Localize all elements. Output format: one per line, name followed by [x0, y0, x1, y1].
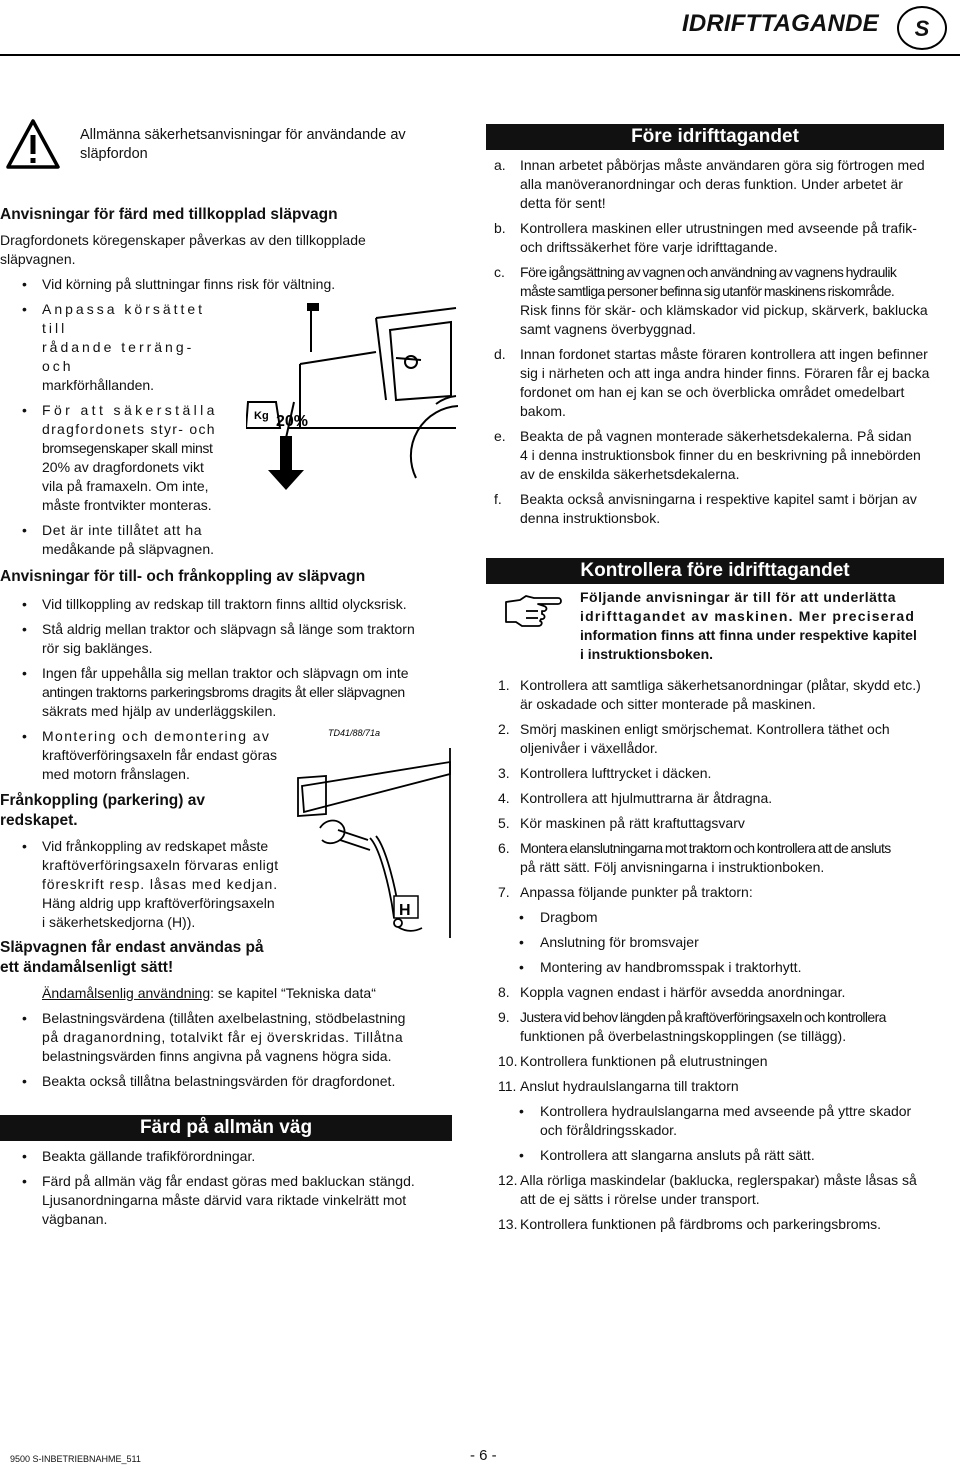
list-item	[486, 156, 950, 213]
line: denna instruktionsbok.	[520, 510, 661, 526]
line: måste samtliga personer befinna sig utanför maskinens riskområde.	[520, 283, 895, 299]
bullet-item	[0, 521, 230, 559]
list-item	[486, 427, 950, 484]
section-title: Frånkoppling (parkering) av	[0, 792, 205, 809]
list-item	[486, 839, 950, 877]
item-label: d.	[494, 346, 506, 362]
sub-item: • Kontrollera att slangarna ansluts på rätt sätt.	[486, 1146, 950, 1165]
line: Beakta de på vagnen monterade säkerhetsdekalerna. På sidan	[520, 428, 912, 444]
bullet-item	[0, 620, 452, 658]
section-title: Släpvagnen får endast användas på	[0, 939, 264, 956]
line: Innan fordonet startas måste föraren kontrollera att ingen befinner	[520, 346, 928, 362]
line: antingen traktorns parkeringsbroms dragits åt eller släpvagnen	[42, 684, 405, 700]
bullet-item: • Beakta också tillåtna belastningsvärden för dragfordonet.	[0, 1072, 452, 1091]
bullet-item: • Beakta gällande trafikförordningar.	[0, 1147, 452, 1166]
line: vila på framaxeln. Om inte,	[42, 478, 209, 494]
line: Alla rörliga maskindelar (baklucka, reglerspakar) måste låsas så	[520, 1172, 917, 1188]
list-item	[486, 1052, 950, 1071]
line: samt vagnens överbyggnad.	[520, 321, 696, 337]
list-item	[486, 720, 950, 758]
item-number: 5.	[498, 815, 510, 831]
item-number: 4.	[498, 790, 510, 806]
line: Montera elanslutningarna mot traktorn och kontrollera att de ansluts	[520, 840, 891, 856]
page-title: IDRIFTTAGANDE	[682, 10, 879, 37]
line: Ljusanordningarna måste därvid vara riktade vinkelrätt mot	[42, 1192, 407, 1208]
list-item	[486, 814, 950, 833]
line: belastningsvärden finns angivna på vagnens högra sida.	[42, 1048, 392, 1064]
list-item	[486, 883, 950, 902]
line: • Ingen får uppehålla sig mellan traktor och släpvagn om inte	[42, 665, 409, 681]
list-item	[486, 219, 950, 257]
percent-label: 20%	[276, 413, 309, 430]
reference-text: : se kapitel “Tekniska data“	[210, 985, 376, 1001]
line: på rätt sätt. Följ anvisningarna i instruktionboken.	[520, 859, 825, 875]
line: kraftöverföringsaxeln får endast göras	[42, 747, 278, 763]
list-item	[486, 676, 950, 714]
figure-ref: TD41/88/71a	[328, 728, 381, 738]
line: säkrats med hjälp av underläggskilen.	[42, 703, 277, 719]
line: detta för sent!	[520, 195, 606, 211]
line: Före igångsättning av vagnen och användning av vagnens hydraulik	[520, 264, 897, 280]
section-banner: Före idrifttagandet	[486, 124, 944, 150]
paragraph: släpvagnen.	[0, 251, 76, 267]
list-item	[486, 490, 950, 528]
section-banner: Kontrollera före idrifttagandet	[486, 558, 944, 584]
item-number: 2.	[498, 721, 510, 737]
line: av de enskilda säkerhetsdekalerna.	[520, 466, 740, 482]
line: rådande terräng- och	[42, 339, 195, 374]
section-title: ett ändamålsenligt sätt!	[0, 959, 174, 976]
line: är oskadade och sitter monterade på maskinen.	[520, 696, 816, 712]
warning-triangle-icon	[6, 118, 60, 175]
item-label: b.	[494, 220, 506, 236]
line: • Det är inte tillåtet att ha	[42, 522, 203, 538]
line: fordonet om han ej kan se och överblicka området omedelbart	[520, 384, 905, 400]
line: kraftöverföringsaxeln förvaras enligt	[42, 857, 279, 873]
line: sig i närheten och att inga andra hinder finns. Föraren får ej backa	[520, 365, 930, 381]
note-line: information finns att finna under respektive kapitel	[580, 627, 917, 643]
line: • Belastningsvärdena (tillåten axelbelastning, stödbelastning	[42, 1010, 406, 1026]
line: Koppla vagnen endast i härför avsedda anordningar.	[520, 984, 846, 1000]
line: Innan arbetet påbörjas måste användaren göra sig förtrogen med	[520, 157, 925, 173]
line: • Vid frånkoppling av redskapet måste	[42, 838, 269, 854]
line: och föråldringsskador.	[540, 1122, 677, 1138]
line: oljenivåer i växellådor.	[520, 740, 658, 756]
line: rör sig baklänges.	[42, 640, 153, 656]
item-number: 13.	[498, 1216, 518, 1232]
list-item	[486, 764, 950, 783]
item-label: e.	[494, 428, 506, 444]
bullet-item: • Vid tillkoppling av redskap till traktorn finns alltid olycksrisk.	[0, 595, 452, 614]
line: markförhållanden.	[42, 377, 155, 393]
note-line: idrifttagandet av maskinen. Mer preciserad	[580, 608, 916, 624]
line: i säkerhetskedjorna (H)).	[42, 914, 196, 930]
line: vägbanan.	[42, 1211, 108, 1227]
line: Beakta också anvisningarna i respektive kapitel samt i början av	[520, 491, 917, 507]
item-number: 10.	[498, 1053, 518, 1069]
intro-title: släpfordon	[80, 146, 148, 162]
header-divider	[0, 54, 960, 56]
item-label: f.	[494, 491, 502, 507]
line: dragfordonets styr- och	[42, 421, 216, 437]
item-label: c.	[494, 264, 505, 280]
line: på draganordning, totalvikt får ej överskridas. Tillåtna	[42, 1029, 404, 1045]
item-label: a.	[494, 157, 506, 173]
line: Kontrollera att hjulmuttrarna är åtdragna.	[520, 790, 773, 806]
line: Anslut hydraulslangarna till traktorn	[520, 1078, 739, 1094]
language-badge: S	[897, 6, 947, 50]
note-line: i instruktionsboken.	[580, 646, 714, 662]
list-item	[486, 1077, 950, 1096]
line: Kör maskinen på rätt kraftuttagsvarv	[520, 815, 745, 831]
bullet-item	[0, 837, 302, 932]
line: • Anpassa körsättet till	[42, 301, 206, 336]
line: Justera vid behov längden på kraftöverföringsaxeln och kontrollera	[520, 1009, 886, 1025]
line: Kontrollera funktionen på färdbroms och parkeringsbroms.	[520, 1216, 882, 1232]
paragraph: Dragfordonets köregenskaper påverkas av den tillkopplade	[0, 232, 366, 248]
list-item	[486, 345, 950, 421]
line: måste frontvikter monteras.	[42, 497, 212, 513]
item-number: 1.	[498, 677, 510, 693]
line: medåkande på släpvagnen.	[42, 541, 215, 557]
line: bakom.	[520, 403, 566, 419]
bullet-item	[0, 727, 302, 784]
item-number: 3.	[498, 765, 510, 781]
line: alla manöveranordningar och deras funktion. Under arbetet är	[520, 176, 903, 192]
line: med motorn frånslagen.	[42, 766, 190, 782]
reference-line	[0, 984, 452, 1003]
item-number: 7.	[498, 884, 510, 900]
line: Risk finns för skär- och klämskador vid pickup, skärverk, baklucka	[520, 302, 928, 318]
list-item	[486, 789, 950, 808]
kg-label: Kg	[254, 410, 269, 422]
sub-item: • Montering av handbromsspak i traktorhytt.	[486, 958, 950, 977]
marker-h: H	[399, 902, 411, 919]
bullet-item: • Vid körning på sluttningar finns risk för vältning.	[0, 275, 452, 294]
sub-item: • Anslutning för bromsvajer	[486, 933, 950, 952]
line: • Montering och demontering av	[42, 728, 271, 744]
bullet-item	[0, 300, 230, 395]
line: Smörj maskinen enligt smörjschemat. Kontrollera täthet och	[520, 721, 890, 737]
note-line: Följande anvisningar är till för att underlätta	[580, 589, 896, 605]
line: Kontrollera lufttrycket i däcken.	[520, 765, 712, 781]
bullet-item	[0, 401, 230, 515]
line: • Stå aldrig mellan traktor och släpvagn så länge som traktorn	[42, 621, 415, 637]
sub-item: • Dragbom	[486, 908, 950, 927]
line: Anpassa följande punkter på traktorn:	[520, 884, 753, 900]
line: bromsegenskaper skall minst	[42, 440, 213, 456]
list-item	[486, 1171, 950, 1209]
page-number: - 6 -	[470, 1447, 497, 1464]
line: föreskrift resp. låsas med kedjan.	[42, 876, 279, 892]
item-number: 9.	[498, 1009, 510, 1025]
line: • För att säkerställa	[42, 402, 218, 418]
line: och driftssäkerhet före varje idrifttagande.	[520, 239, 778, 255]
list-item	[486, 263, 950, 339]
section-banner: Färd på allmän väg	[0, 1115, 452, 1141]
line: • Färd på allmän väg får endast göras med bakluckan stängd.	[42, 1173, 415, 1189]
line: funktionen på överbelastningskopplingen (se tillägg).	[520, 1028, 847, 1044]
bullet-item	[0, 1172, 452, 1229]
line: 4 i denna instruktionsbok finner du en beskrivning på innebörden	[520, 447, 921, 463]
item-number: 12.	[498, 1172, 518, 1188]
line: 20% av dragfordonets vikt	[42, 459, 204, 475]
item-number: 8.	[498, 984, 510, 1000]
section-title: Anvisningar för till- och frånkoppling av släpvagn	[0, 568, 366, 585]
line: Kontrollera maskinen eller utrustningen med avseende på trafik-	[520, 220, 917, 236]
line: Kontrollera att samtliga säkerhetsanordningar (plåtar, skydd etc.)	[520, 677, 921, 693]
line: • Kontrollera hydraulslangarna med avseende på yttre skador	[540, 1103, 912, 1119]
item-number: 6.	[498, 840, 510, 856]
tractor-front-weight-illustration	[246, 278, 458, 503]
document-code: 9500 S-INBETRIEBNAHME_511	[10, 1454, 141, 1464]
bullet-item	[0, 1009, 452, 1066]
bullet-item	[0, 664, 452, 721]
item-number: 11.	[498, 1078, 517, 1094]
line: Häng aldrig upp kraftöverföringsaxeln	[42, 895, 275, 911]
line: Kontrollera funktionen på elutrustningen	[520, 1053, 768, 1069]
line: att de ej sätts i rörelse under transport.	[520, 1191, 760, 1207]
reference-link: Ändamålsenlig användning	[42, 985, 211, 1001]
section-title: redskapet.	[0, 812, 78, 829]
section-title: Anvisningar för färd med tillkopplad släpvagn	[0, 206, 338, 223]
list-item	[486, 983, 950, 1002]
intro-title: Allmänna säkerhetsanvisningar för användande av	[80, 127, 406, 143]
sub-item	[486, 1102, 950, 1140]
list-item	[486, 1008, 950, 1046]
list-item	[486, 1215, 950, 1234]
pointing-hand-icon	[504, 594, 562, 633]
